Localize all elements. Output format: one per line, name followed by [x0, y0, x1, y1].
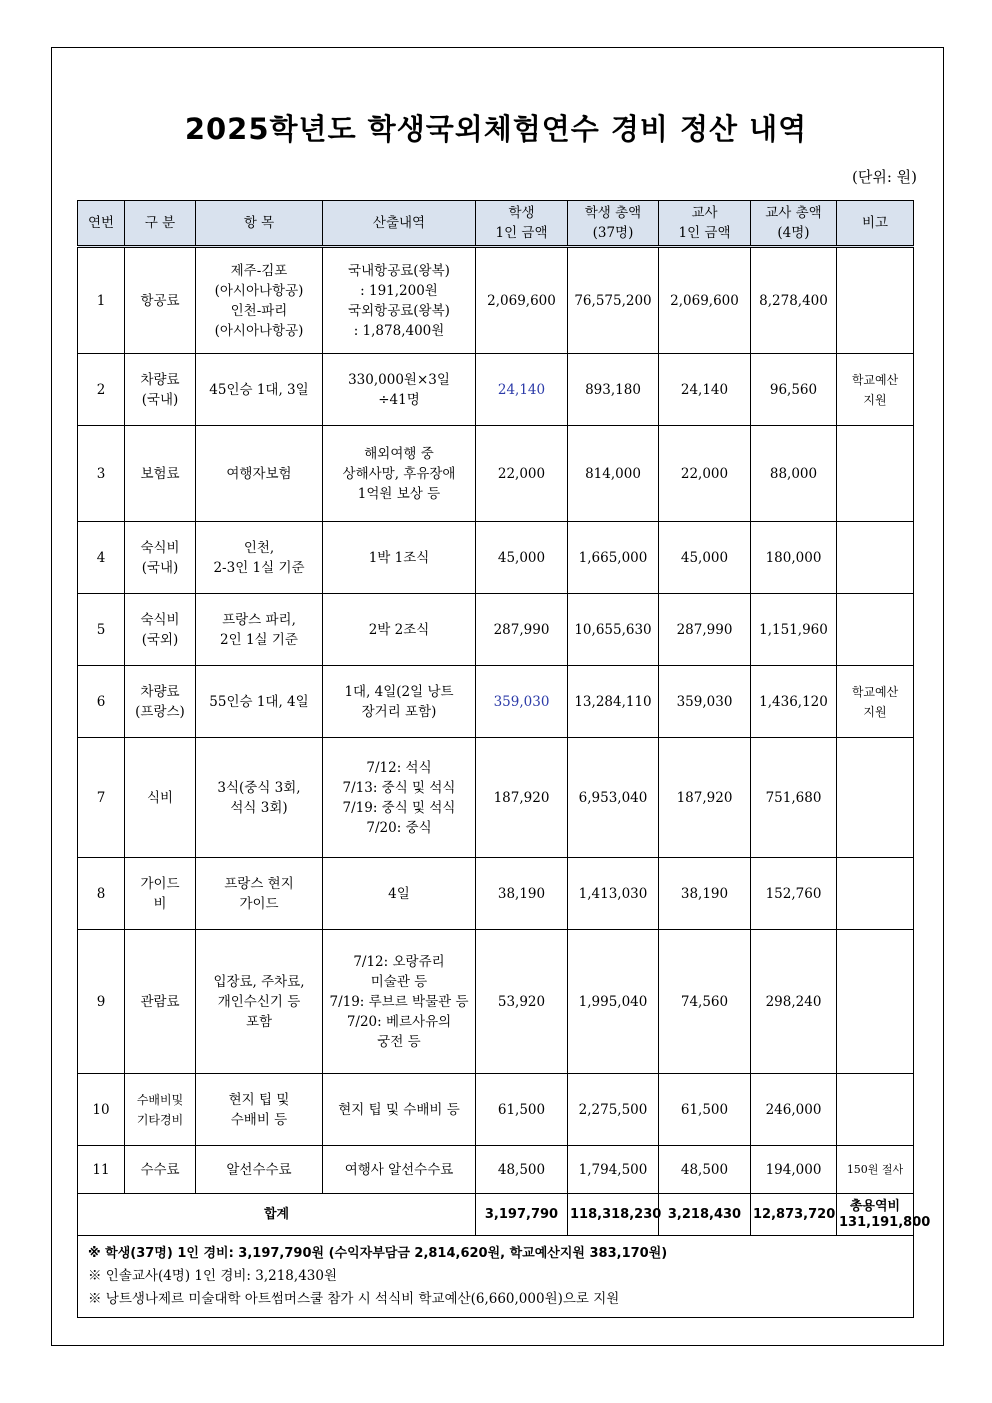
cell-teacher-total: 1,436,120 [751, 666, 837, 738]
header-teacher-per: 교사 1인 금액 [659, 201, 751, 247]
cell-calc: 4일 [323, 858, 476, 930]
header-teacher-total: 교사 총액 (4명) [751, 201, 837, 247]
cell-student-per: 2,069,600 [476, 247, 568, 354]
cell-teacher-total: 8,278,400 [751, 247, 837, 354]
note-line-2: ※ 인솔교사(4명) 1인 경비: 3,218,430원 [88, 1268, 338, 1284]
cell-item: 인천, 2-3인 1실 기준 [196, 522, 323, 594]
cell-no: 5 [78, 594, 125, 666]
cell-student-per: 22,000 [476, 426, 568, 522]
cell-no: 2 [78, 354, 125, 426]
cell-category: 숙식비 (국외) [125, 594, 196, 666]
table-row [78, 1146, 914, 1194]
table-row [78, 247, 914, 354]
cell-calc: 1대, 4일(2일 낭트 장거리 포함) [323, 666, 476, 738]
cell-student-total: 6,953,040 [568, 738, 659, 858]
cell-category: 수수료 [125, 1146, 196, 1194]
cell-note [837, 426, 914, 522]
cell-item: 45인승 1대, 3일 [196, 354, 323, 426]
total-note-value: 131,191,800 [839, 1214, 931, 1230]
cell-category: 차량료 (국내) [125, 354, 196, 426]
cell-item: 프랑스 파리, 2인 1실 기준 [196, 594, 323, 666]
cell-note [837, 522, 914, 594]
cell-item: 3식(중식 3회, 석식 3회) [196, 738, 323, 858]
cell-note: 150원 절사 [837, 1146, 914, 1194]
cell-calc: 여행사 알선수수료 [323, 1146, 476, 1194]
document-title: 2025학년도 학생국외체험연수 경비 정산 내역 [184, 112, 808, 146]
table-row [78, 354, 914, 426]
cell-category: 차량료 (프랑스) [125, 666, 196, 738]
table-row [78, 738, 914, 858]
total-student-total: 118,318,230 [568, 1194, 659, 1236]
cell-teacher-total: 246,000 [751, 1074, 837, 1146]
cell-category: 식비 [125, 738, 196, 858]
cell-no: 1 [78, 247, 125, 354]
header-row [78, 201, 914, 247]
table-row [78, 522, 914, 594]
cell-teacher-per: 74,560 [659, 930, 751, 1074]
total-student-per: 3,197,790 [476, 1194, 568, 1236]
cell-teacher-per: 22,000 [659, 426, 751, 522]
cell-student-total: 76,575,200 [568, 247, 659, 354]
cell-teacher-total: 298,240 [751, 930, 837, 1074]
cell-student-per: 187,920 [476, 738, 568, 858]
cell-no: 10 [78, 1074, 125, 1146]
cell-no: 8 [78, 858, 125, 930]
cell-no: 9 [78, 930, 125, 1074]
cell-calc: 1박 1조식 [323, 522, 476, 594]
total-teacher-total: 12,873,720 [751, 1194, 837, 1236]
notes-row [78, 1236, 914, 1318]
cell-no: 6 [78, 666, 125, 738]
table-row [78, 930, 914, 1074]
cell-teacher-per: 61,500 [659, 1074, 751, 1146]
header-student-total: 학생 총액 (37명) [568, 201, 659, 247]
header-category: 구 분 [125, 201, 196, 247]
cell-student-total: 1,995,040 [568, 930, 659, 1074]
cell-student-per: 61,500 [476, 1074, 568, 1146]
cell-category: 가이드 비 [125, 858, 196, 930]
cell-student-total: 1,665,000 [568, 522, 659, 594]
cell-teacher-total: 180,000 [751, 522, 837, 594]
cell-category: 항공료 [125, 247, 196, 354]
note-line-1: ※ 학생(37명) 1인 경비: 3,197,790원 (수익자부담금 2,814,620원, 학교예산지원 383,170원) [88, 1246, 668, 1261]
header-student-per: 학생 1인 금액 [476, 201, 568, 247]
cell-teacher-per: 187,920 [659, 738, 751, 858]
cell-student-per: 48,500 [476, 1146, 568, 1194]
cell-teacher-per: 24,140 [659, 354, 751, 426]
cell-student-total: 2,275,500 [568, 1074, 659, 1146]
cell-student-per: 53,920 [476, 930, 568, 1074]
cell-item: 55인승 1대, 4일 [196, 666, 323, 738]
cell-student-per: 287,990 [476, 594, 568, 666]
cell-student-total: 10,655,630 [568, 594, 659, 666]
cell-teacher-per: 359,030 [659, 666, 751, 738]
total-teacher-per: 3,218,430 [659, 1194, 751, 1236]
cell-category: 보험료 [125, 426, 196, 522]
cell-calc: 해외여행 중 상해사망, 후유장애 1억원 보상 등 [323, 426, 476, 522]
cell-category: 수배비및 기타경비 [125, 1074, 196, 1146]
cell-teacher-per: 38,190 [659, 858, 751, 930]
cell-teacher-per: 2,069,600 [659, 247, 751, 354]
table-row [78, 594, 914, 666]
cell-student-total: 814,000 [568, 426, 659, 522]
cell-item: 여행자보험 [196, 426, 323, 522]
table-row [78, 1074, 914, 1146]
note-line-3: ※ 낭트생나제르 미술대학 아트썸머스쿨 참가 시 석식비 학교예산(6,660,000원)으로 지원 [88, 1291, 620, 1307]
cell-teacher-total: 194,000 [751, 1146, 837, 1194]
cell-student-per: 359,030 [476, 666, 568, 738]
cell-item: 프랑스 현지 가이드 [196, 858, 323, 930]
cell-teacher-total: 751,680 [751, 738, 837, 858]
cell-calc: 7/12: 석식 7/13: 중식 및 석식 7/19: 중식 및 석식 7/20: 중식 [323, 738, 476, 858]
cell-teacher-per: 48,500 [659, 1146, 751, 1194]
cell-item: 제주-김포 (아시아나항공) 인천-파리 (아시아나항공) [196, 247, 323, 354]
cell-item: 알선수수료 [196, 1146, 323, 1194]
total-row [78, 1194, 914, 1236]
cell-student-per: 24,140 [476, 354, 568, 426]
cell-teacher-per: 45,000 [659, 522, 751, 594]
cell-note: 학교예산 지원 [837, 354, 914, 426]
cell-teacher-total: 88,000 [751, 426, 837, 522]
header-note: 비고 [837, 201, 914, 247]
table-row [78, 666, 914, 738]
cell-student-total: 893,180 [568, 354, 659, 426]
cell-no: 11 [78, 1146, 125, 1194]
cell-student-total: 1,413,030 [568, 858, 659, 930]
cell-note [837, 930, 914, 1074]
cell-calc: 330,000원×3일 ÷41명 [323, 354, 476, 426]
cell-note [837, 858, 914, 930]
cell-calc: 국내항공료(왕복) : 191,200원 국외항공료(왕복) : 1,878,400원 [323, 247, 476, 354]
header-calc: 산출내역 [323, 201, 476, 247]
header-no: 연번 [78, 201, 125, 247]
table-row [78, 426, 914, 522]
cell-note: 학교예산 지원 [837, 666, 914, 738]
expense-table [77, 200, 931, 1318]
cell-student-per: 45,000 [476, 522, 568, 594]
cell-item: 현지 팁 및 수배비 등 [196, 1074, 323, 1146]
cell-note [837, 594, 914, 666]
cell-teacher-total: 152,760 [751, 858, 837, 930]
cell-no: 4 [78, 522, 125, 594]
cell-student-per: 38,190 [476, 858, 568, 930]
cell-category: 관람료 [125, 930, 196, 1074]
cell-teacher-total: 96,560 [751, 354, 837, 426]
cell-calc: 7/12: 오랑쥬리 미술관 등 7/19: 루브르 박물관 등 7/20: 베르사유의 궁전 등 [323, 930, 476, 1074]
cell-note [837, 1074, 914, 1146]
cell-no: 3 [78, 426, 125, 522]
total-label: 합계 [78, 1194, 476, 1236]
header-item: 항 목 [196, 201, 323, 247]
unit-label: (단위: 원) [852, 168, 917, 186]
cell-student-total: 1,794,500 [568, 1146, 659, 1194]
cell-teacher-total: 1,151,960 [751, 594, 837, 666]
cell-no: 7 [78, 738, 125, 858]
table-row [78, 858, 914, 930]
cell-category: 숙식비 (국내) [125, 522, 196, 594]
cell-note [837, 247, 914, 354]
cell-calc: 현지 팁 및 수배비 등 [323, 1074, 476, 1146]
notes-cell [78, 1236, 914, 1318]
cell-note [837, 738, 914, 858]
total-note [837, 1194, 931, 1236]
cell-item: 입장료, 주차료, 개인수신기 등 포함 [196, 930, 323, 1074]
cell-teacher-per: 287,990 [659, 594, 751, 666]
total-note-label: 총용역비 [849, 1198, 901, 1214]
cell-calc: 2박 2조식 [323, 594, 476, 666]
cell-student-total: 13,284,110 [568, 666, 659, 738]
